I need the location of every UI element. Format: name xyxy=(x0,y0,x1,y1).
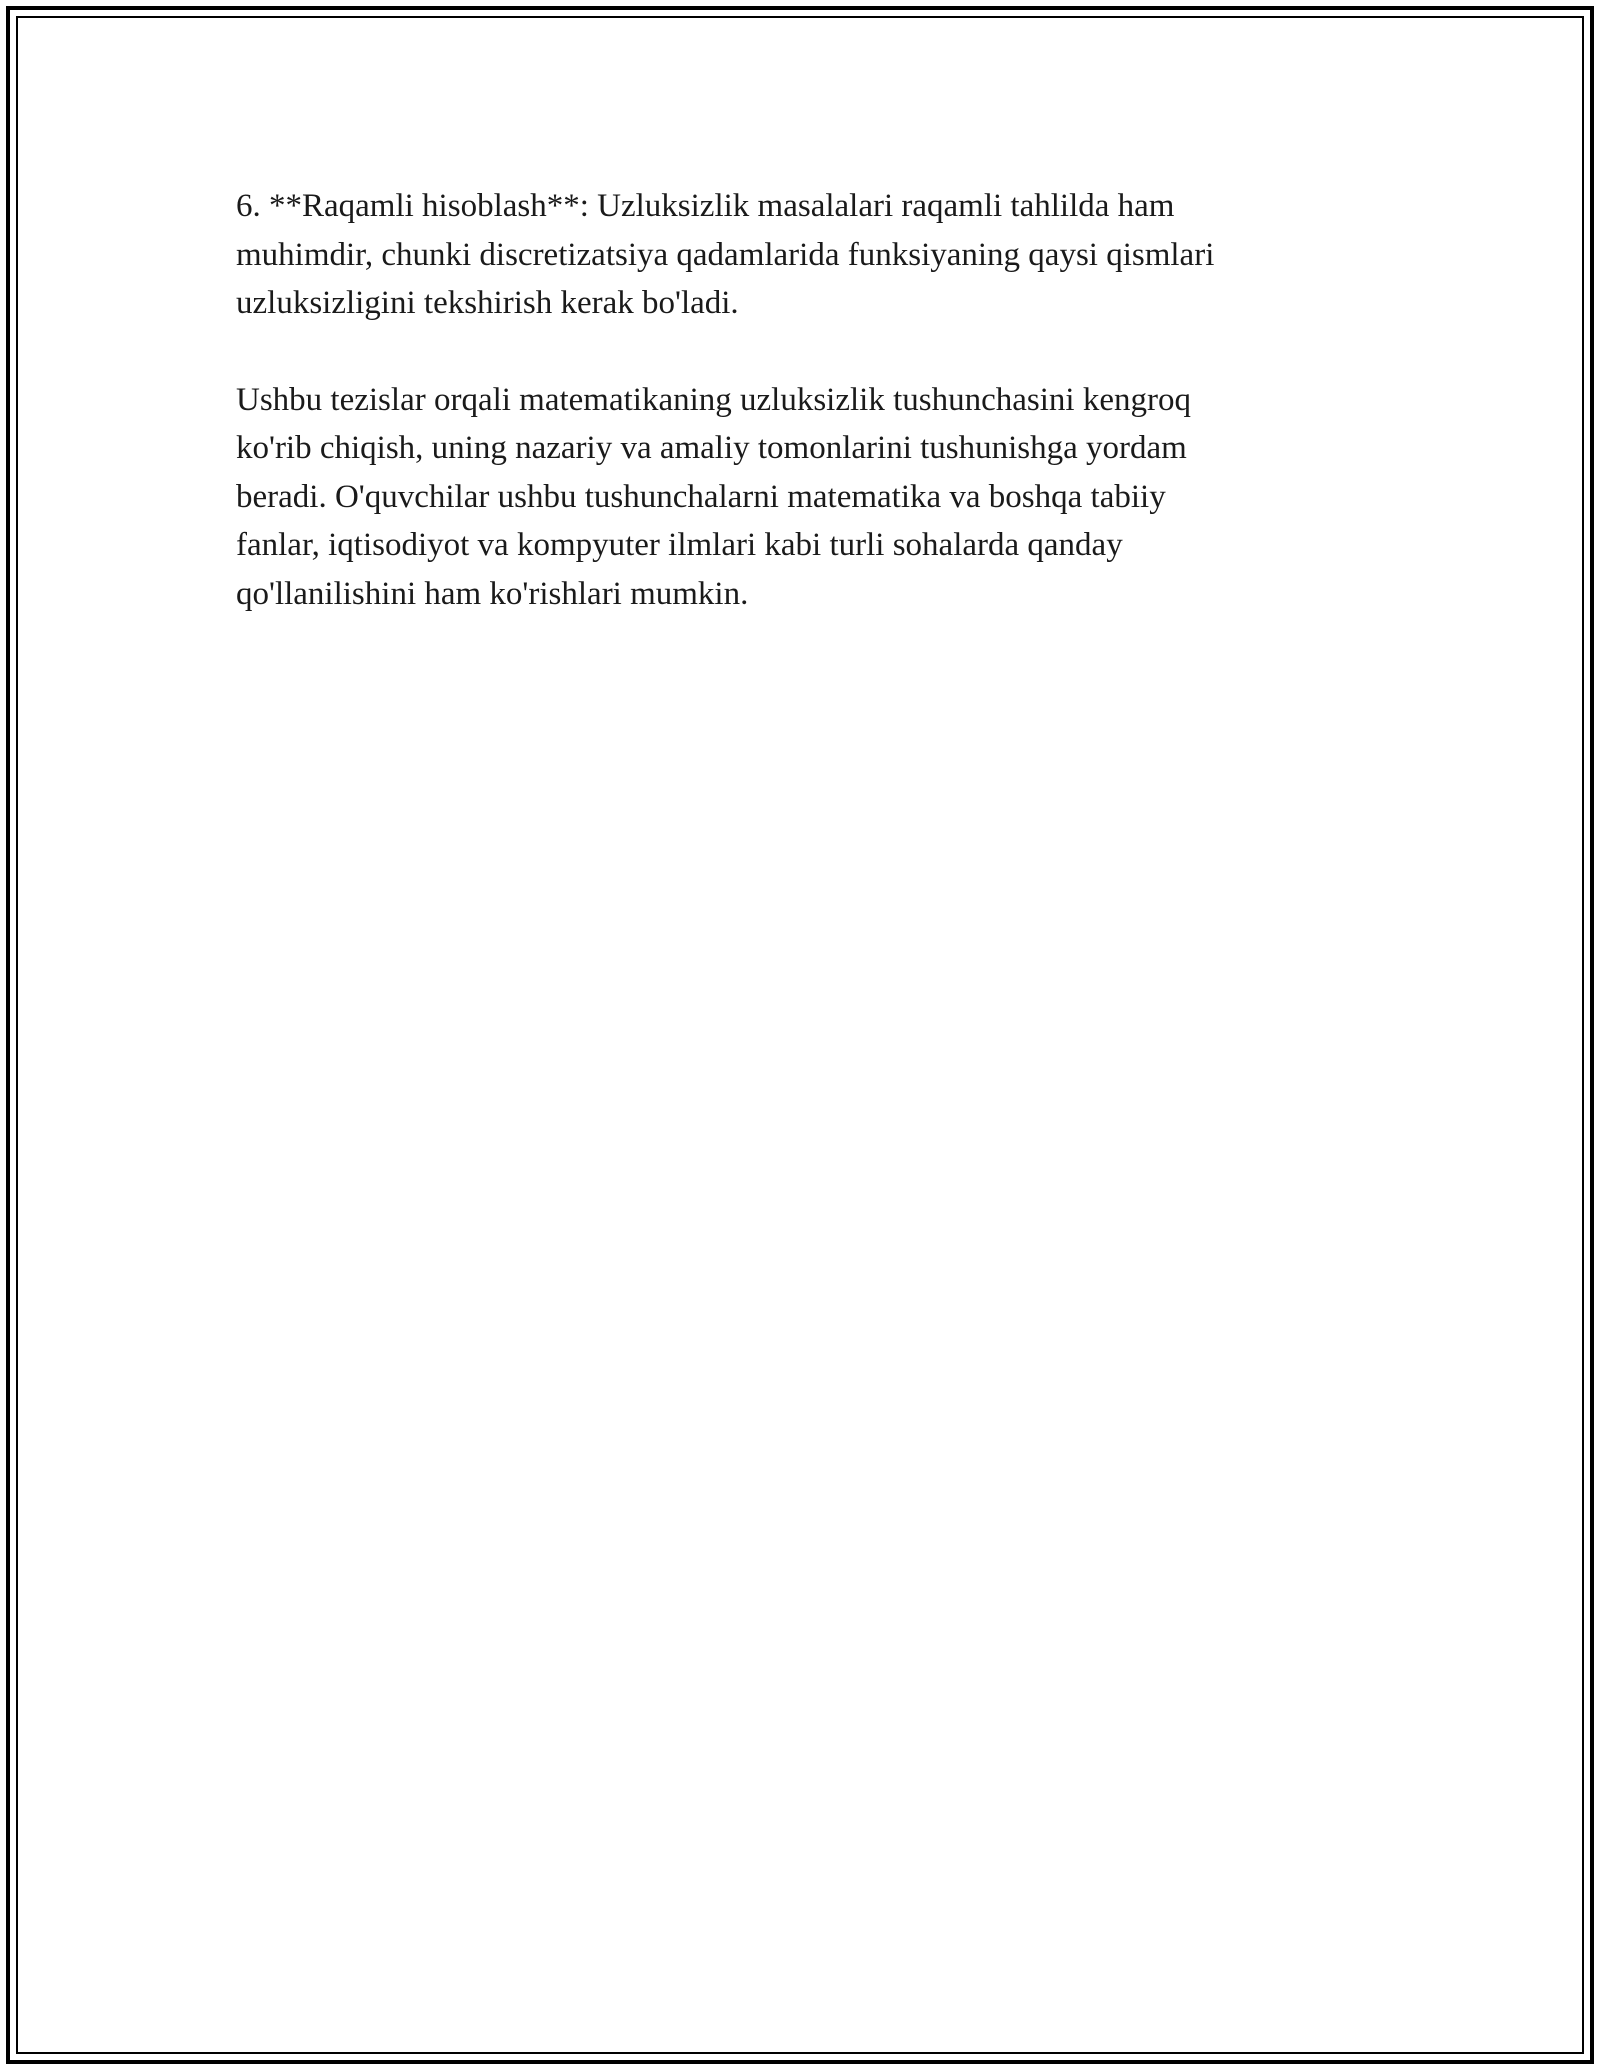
paragraph-line: beradi. O'quvchilar ushbu tushunchalarni matematika va boshqa tabiiy xyxy=(236,478,1166,515)
paragraph-line: Ushbu tezislar orqali matematikaning uzluksizlik tushunchasini kengroq xyxy=(236,381,1191,418)
paragraph-line: ko'rib chiqish, uning nazariy va amaliy tomonlarini tushunishga yordam xyxy=(236,430,1187,466)
paragraph-line: muhimdir, chunki discretizatsiya qadamlarida funksiyaning qaysi qismlari xyxy=(236,236,1215,273)
paragraph-line: fanlar, iqtisodiyot va kompyuter ilmlari kabi turli sohalarda qanday xyxy=(236,527,1123,563)
paragraph-line: qo'llanilishini ham ko'rishlari mumkin. xyxy=(236,575,749,612)
document-body xyxy=(236,182,1356,618)
paragraph-numerical-computation xyxy=(236,182,1356,328)
paragraph-line: 6. **Raqamli hisoblash**: Uzluksizlik masalalari raqamli tahlilda ham xyxy=(236,188,1175,224)
paragraph-line: uzluksizligini tekshirish kerak bo'ladi. xyxy=(236,285,739,321)
paragraph-conclusion xyxy=(236,376,1356,619)
